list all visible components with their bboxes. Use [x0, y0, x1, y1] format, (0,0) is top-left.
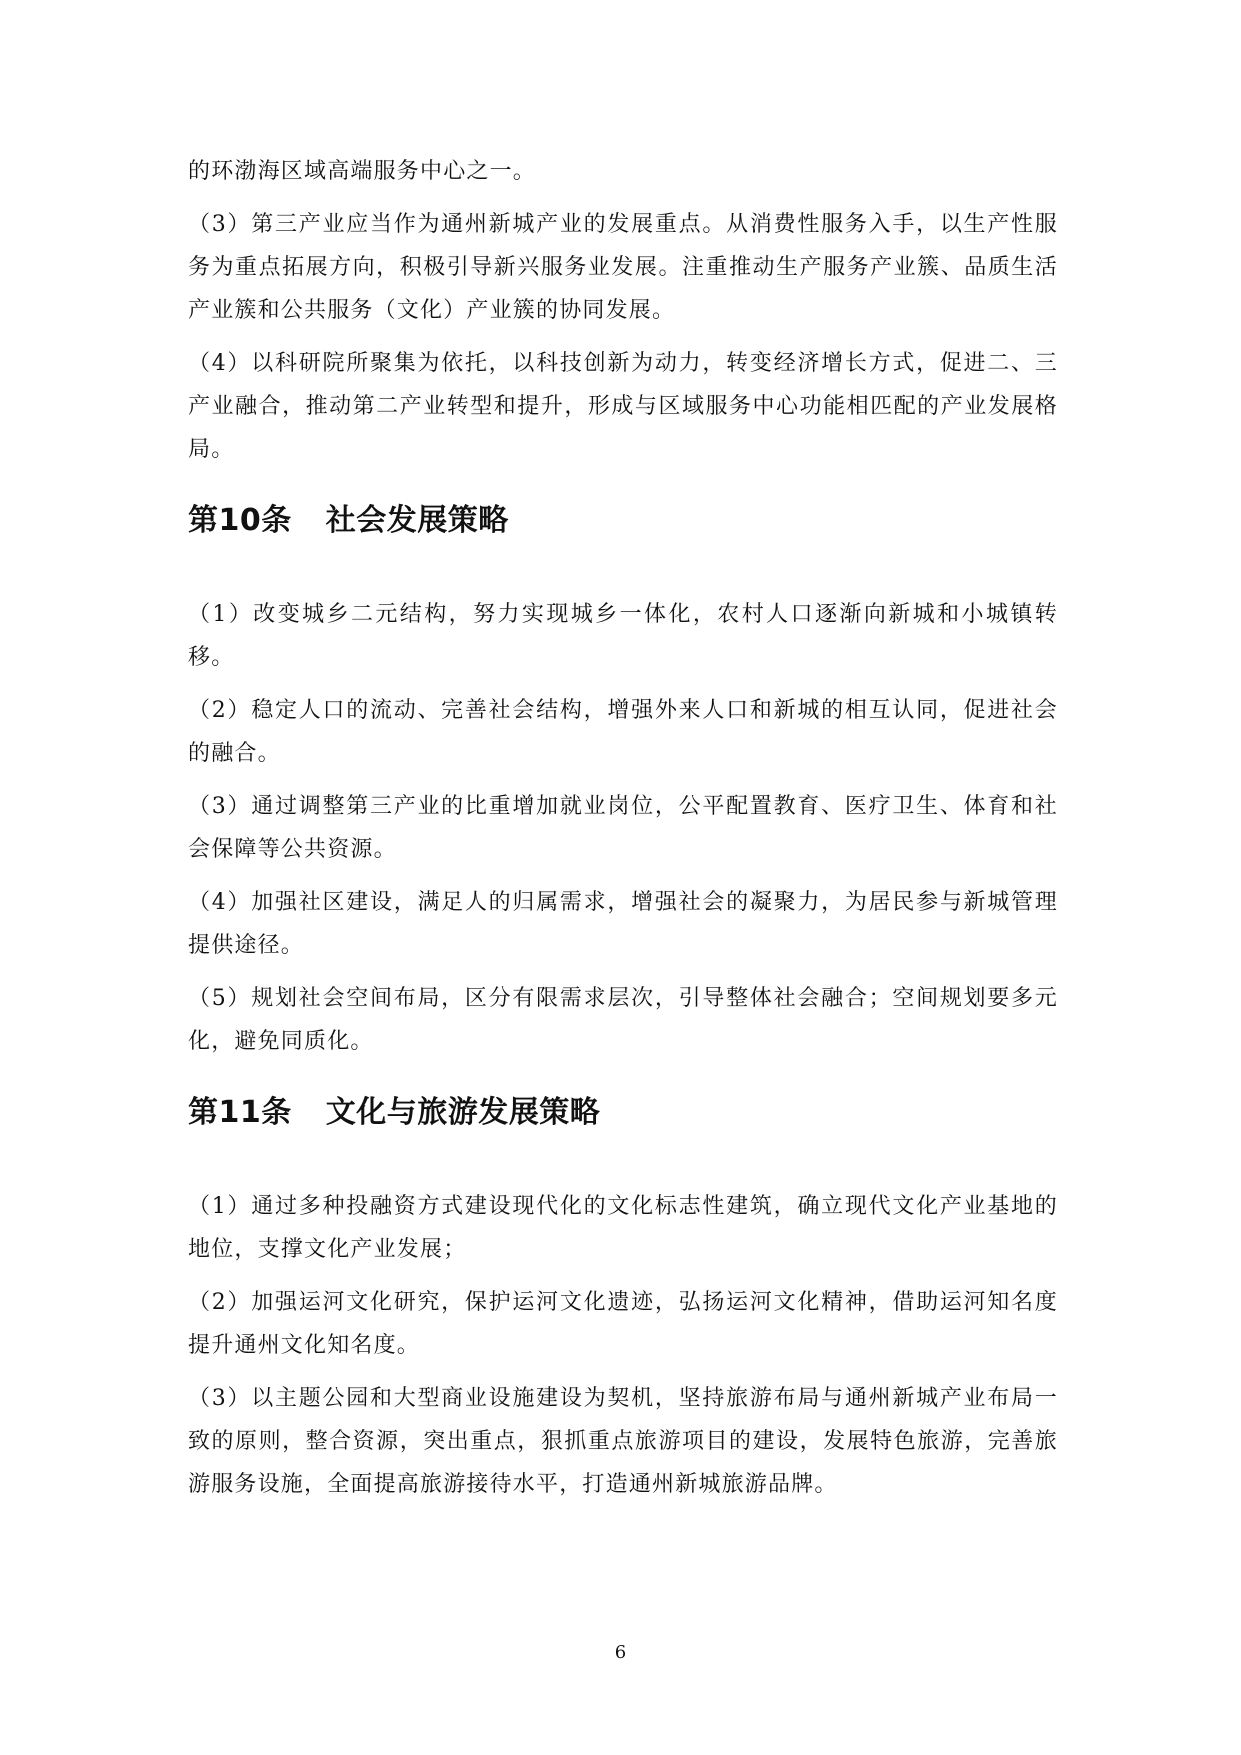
section-paragraph: （2）稳定人口的流动、完善社会结构，增强外来人口和新城的相互认同，促进社会的融合。: [188, 698, 1058, 766]
section-number: 第10条: [188, 503, 292, 538]
page-content: [188, 150, 1058, 1516]
section-paragraph: （3）以主题公园和大型商业设施建设为契机，坚持旅游布局与通州新城产业布局一致的原则，整合资源，突出重点，狠抓重点旅游项目的建设，发展特色旅游，完善旅游服务设施，全面提高旅游接待水平，打造通州新城旅游品牌。: [188, 1386, 1058, 1497]
section-number: 第11条: [188, 1095, 292, 1130]
intro-paragraph: 的环渤海区域高端服务中心之一。: [188, 159, 537, 184]
page-number: 6: [614, 1642, 627, 1663]
section-title: 社会发展策略: [325, 503, 509, 538]
intro-paragraph: （3）第三产业应当作为通州新城产业的发展重点。从消费性服务入手，以生产性服务为重点拓展方向，积极引导新兴服务业发展。注重推动生产服务产业簇、品质生活产业簇和公共服务（文化）产业簇的协同发展。: [188, 212, 1058, 323]
section-heading-10: [188, 501, 1058, 541]
section-paragraph: （2）加强运河文化研究，保护运河文化遗迹，弘扬运河文化精神，借助运河知名度提升通州文化知名度。: [188, 1290, 1058, 1358]
section-paragraph: （1）改变城乡二元结构，努力实现城乡一体化，农村人口逐渐向新城和小城镇转移。: [188, 602, 1058, 670]
section-paragraph: （4）加强社区建设，满足人的归属需求，增强社会的凝聚力，为居民参与新城管理提供途径。: [188, 890, 1058, 958]
section-paragraph: （1）通过多种投融资方式建设现代化的文化标志性建筑，确立现代文化产业基地的地位，支撑文化产业发展；: [188, 1194, 1058, 1262]
section-paragraph: （3）通过调整第三产业的比重增加就业岗位，公平配置教育、医疗卫生、体育和社会保障等公共资源。: [188, 794, 1058, 862]
section-heading-11: [188, 1093, 1058, 1133]
intro-paragraph: （4）以科研院所聚集为依托，以科技创新为动力，转变经济增长方式，促进二、三产业融合，推动第二产业转型和提升，形成与区域服务中心功能相匹配的产业发展格局。: [188, 351, 1058, 462]
section-paragraph: （5）规划社会空间布局，区分有限需求层次，引导整体社会融合；空间规划要多元化，避免同质化。: [188, 986, 1058, 1054]
section-title: 文化与旅游发展策略: [325, 1095, 601, 1130]
